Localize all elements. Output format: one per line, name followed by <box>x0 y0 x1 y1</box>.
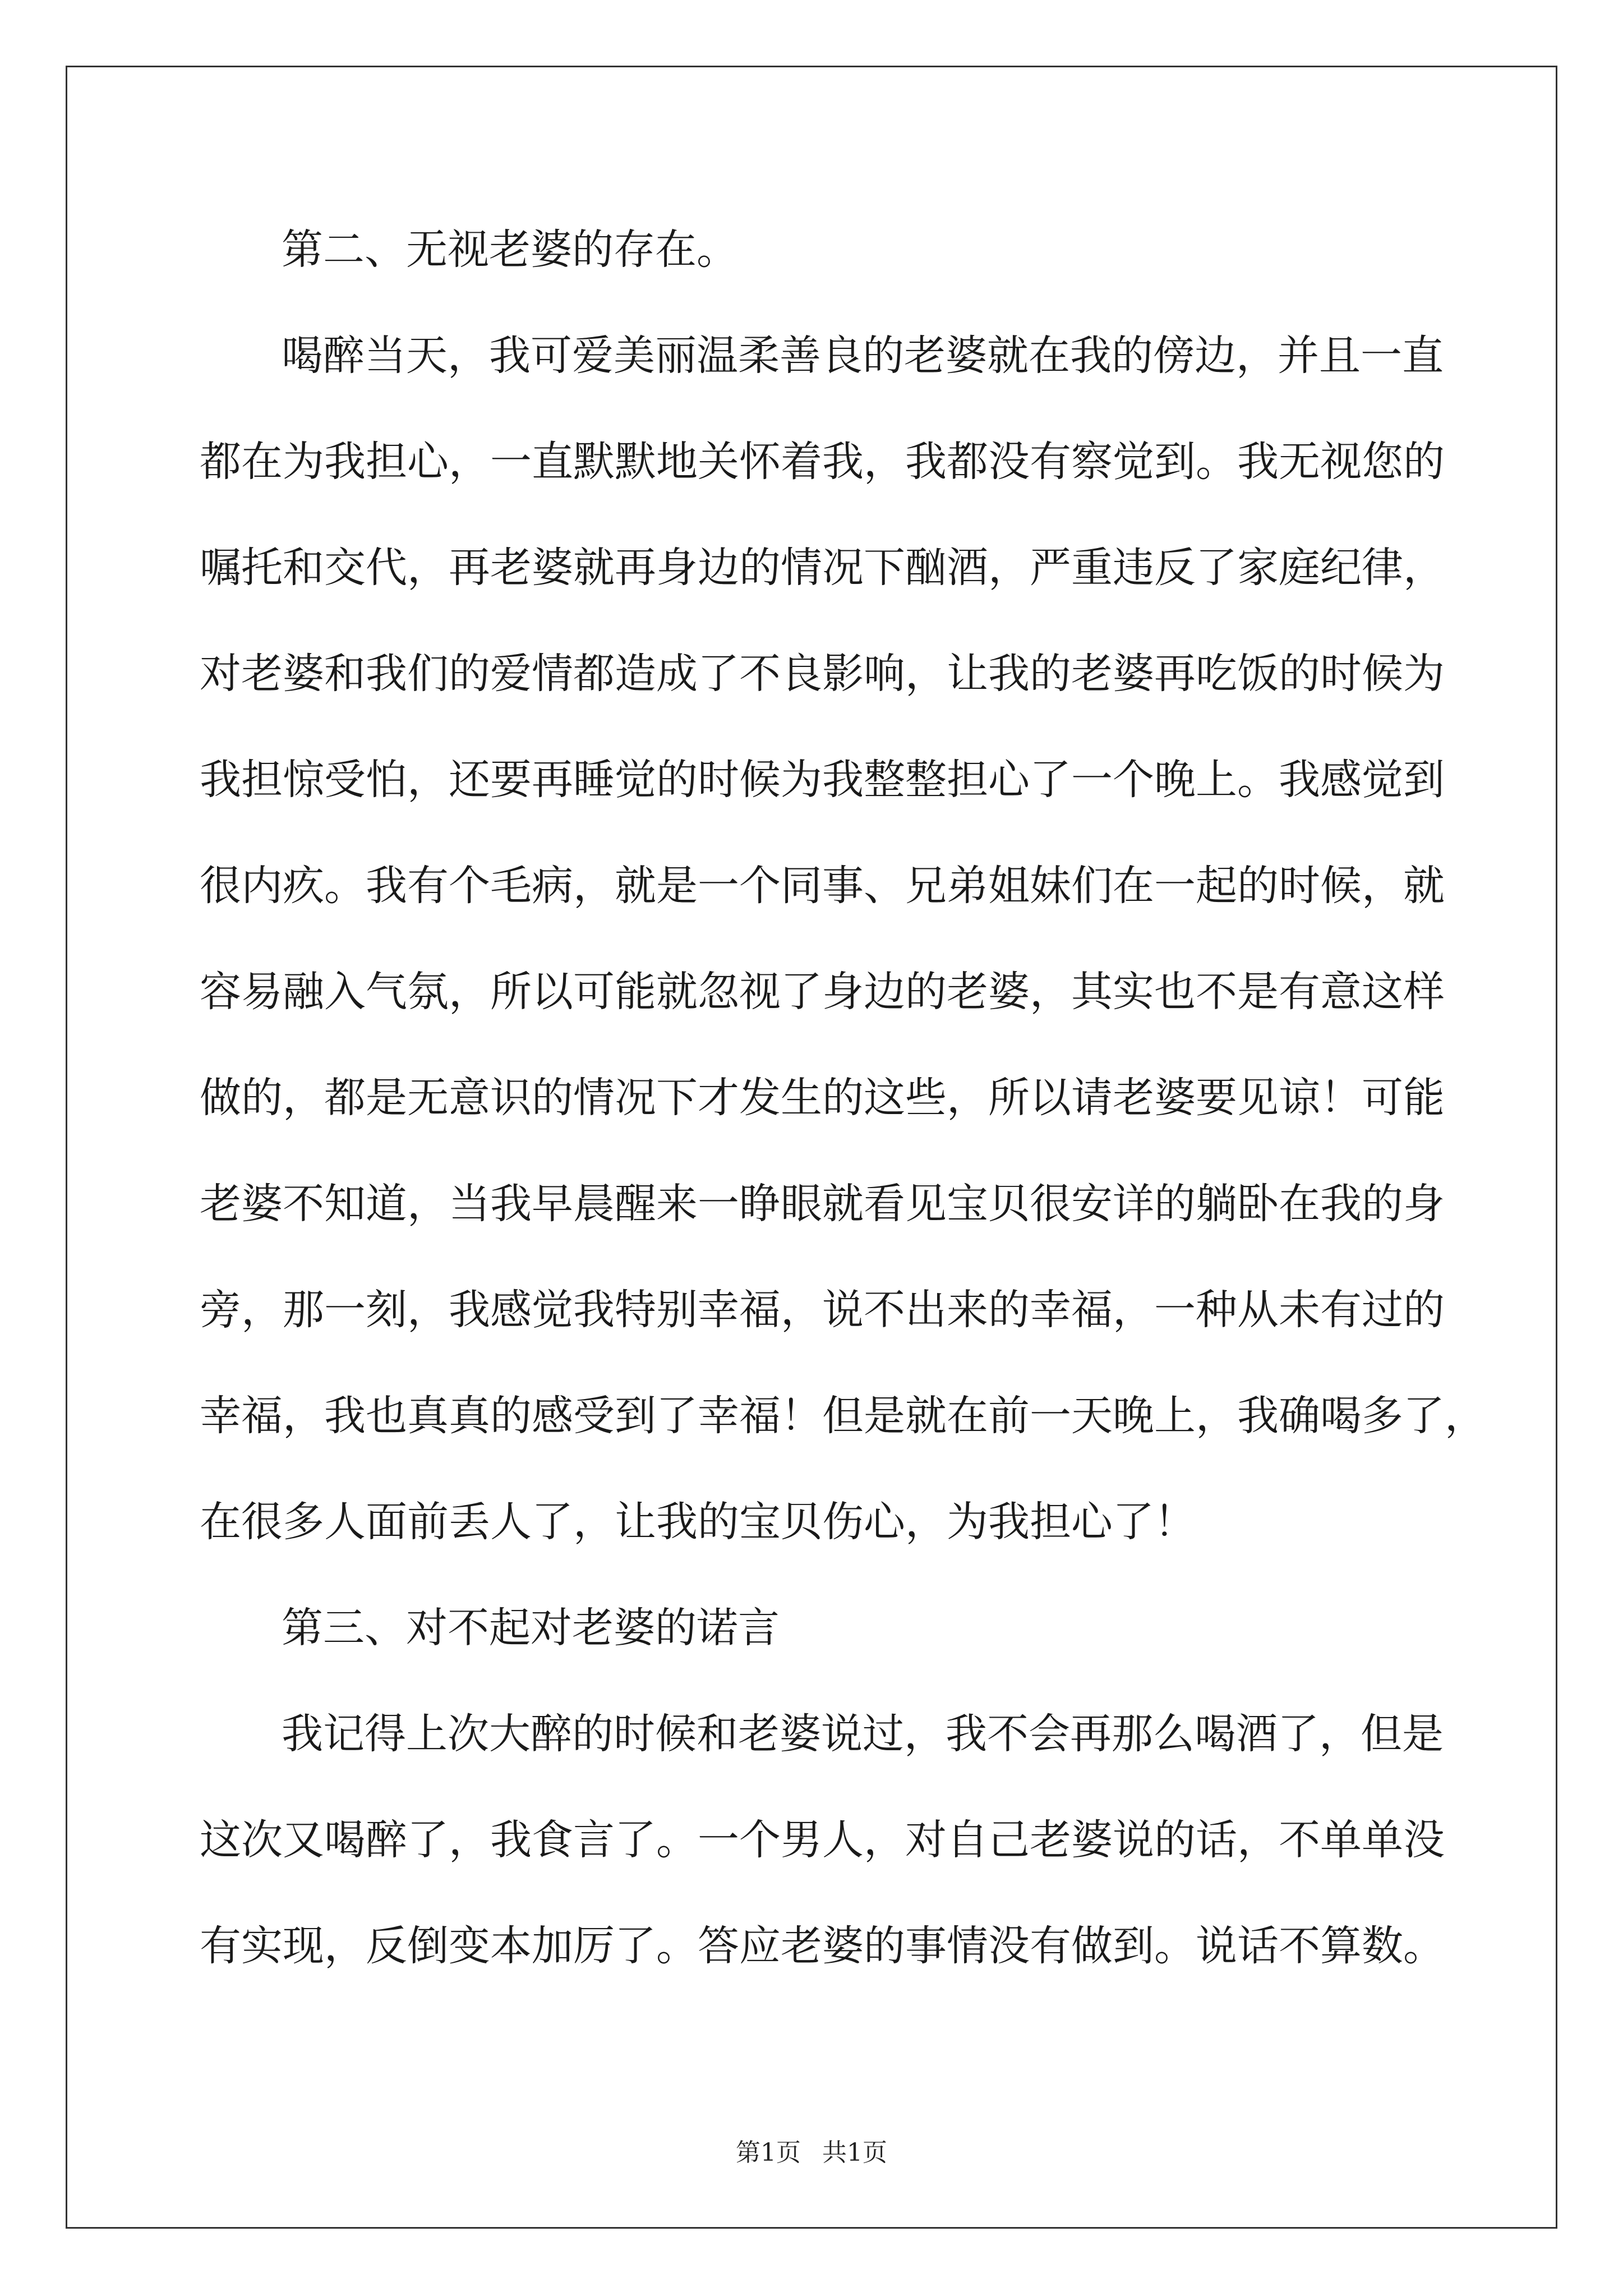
paragraph-line: 喝醉当天，我可爱美丽温柔善良的老婆就在我的傍边，并且一直 <box>282 332 1444 380</box>
paragraph-line: 幸福，我也真真的感受到了幸福！但是就在前一天晚上，我确喝多了， <box>200 1392 1486 1440</box>
page-footer <box>0 2136 1623 2170</box>
heading-section-three: 第三、对不起对老婆的诺言 <box>282 1604 780 1652</box>
paragraph-line: 容易融入气氛，所以可能就忽视了身边的老婆，其实也不是有意这样 <box>200 968 1445 1016</box>
paragraph-line: 很内疚。我有个毛病，就是一个同事、兄弟姐妹们在一起的时候，就 <box>200 862 1445 910</box>
paragraph-line: 我担惊受怕，还要再睡觉的时候为我整整担心了一个晚上。我感觉到 <box>200 756 1445 804</box>
page-border <box>66 66 1557 2229</box>
page-number: 第1页 <box>736 2138 801 2167</box>
page-total: 共1页 <box>822 2138 887 2167</box>
heading-section-two: 第二、无视老婆的存在。 <box>282 226 738 274</box>
paragraph-line: 做的，都是无意识的情况下才发生的这些，所以请老婆要见谅！可能 <box>200 1074 1445 1122</box>
paragraph-line: 都在为我担心，一直默默地关怀着我，我都没有察觉到。我无视您的 <box>200 438 1445 486</box>
paragraph-line: 对老婆和我们的爱情都造成了不良影响，让我的老婆再吃饭的时候为 <box>200 650 1445 698</box>
paragraph-line: 在很多人面前丢人了，让我的宝贝伤心，为我担心了！ <box>200 1498 1196 1546</box>
paragraph-line: 我记得上次大醉的时候和老婆说过，我不会再那么喝酒了，但是 <box>282 1710 1444 1758</box>
paragraph-line: 旁，那一刻，我感觉我特别幸福，说不出来的幸福，一种从未有过的 <box>200 1286 1445 1334</box>
paragraph-line: 嘱托和交代，再老婆就再身边的情况下酗酒，严重违反了家庭纪律， <box>200 544 1445 592</box>
paragraph-line: 老婆不知道，当我早晨醒来一睁眼就看见宝贝很安详的躺卧在我的身 <box>200 1180 1445 1228</box>
paragraph-line: 有实现，反倒变本加厉了。答应老婆的事情没有做到。说话不算数。 <box>200 1922 1445 1970</box>
paragraph-line: 这次又喝醉了，我食言了。一个男人，对自己老婆说的话，不单单没 <box>200 1816 1445 1864</box>
